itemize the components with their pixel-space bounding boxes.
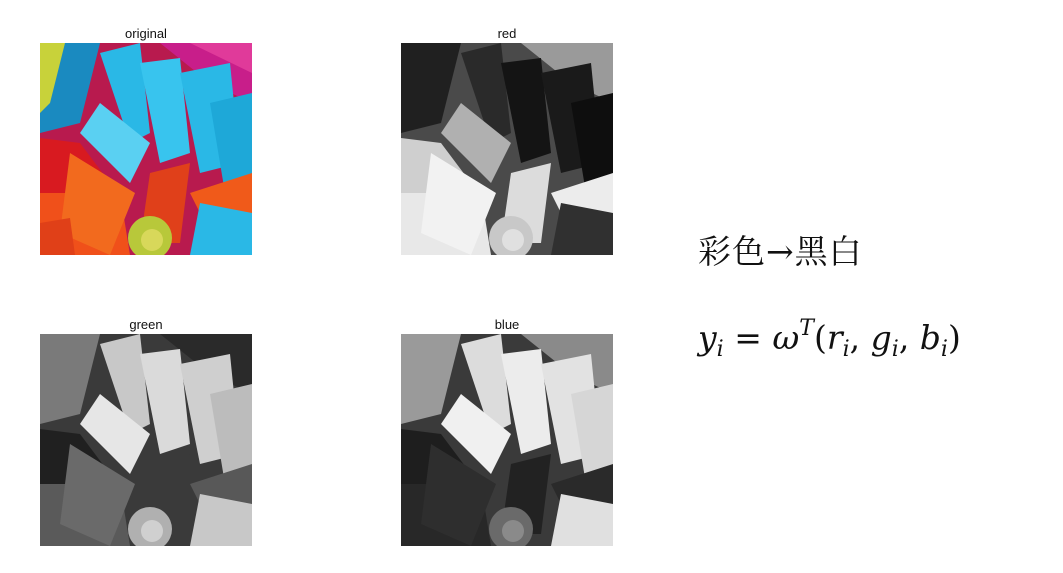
image-blue bbox=[401, 334, 613, 546]
formula-close-paren: ) bbox=[947, 318, 961, 357]
formula-g-sub: i bbox=[891, 337, 899, 362]
panel-original bbox=[40, 25, 252, 255]
formula-omega: ω bbox=[772, 318, 800, 357]
formula-r: r bbox=[826, 318, 843, 357]
formula-r-sub: i bbox=[842, 337, 850, 362]
formula-b-sub: i bbox=[940, 337, 948, 362]
panel-label-red: red bbox=[497, 26, 517, 41]
panel-red bbox=[401, 25, 613, 255]
image-original bbox=[40, 43, 252, 255]
formula-b: b bbox=[919, 318, 941, 357]
image-red bbox=[401, 43, 613, 255]
panel-label-original: original bbox=[125, 26, 167, 41]
formula-comma-1: , bbox=[849, 318, 871, 357]
formula-comma-2: , bbox=[898, 318, 920, 357]
formula-transpose: T bbox=[799, 316, 814, 341]
formula-equals: = bbox=[723, 318, 773, 357]
panel-label-blue: blue bbox=[494, 317, 520, 332]
formula-y: y bbox=[698, 318, 717, 357]
panel-label-green: green bbox=[129, 317, 163, 332]
formula-g: g bbox=[870, 318, 892, 357]
formula-y-sub: i bbox=[716, 337, 724, 362]
heading-color-to-bw: 彩色→黑白 bbox=[698, 232, 863, 271]
grayscale-formula bbox=[698, 316, 961, 362]
formula-open-paren: ( bbox=[813, 318, 827, 357]
panel-green bbox=[40, 316, 252, 546]
image-green bbox=[40, 334, 252, 546]
panel-blue bbox=[401, 316, 613, 546]
